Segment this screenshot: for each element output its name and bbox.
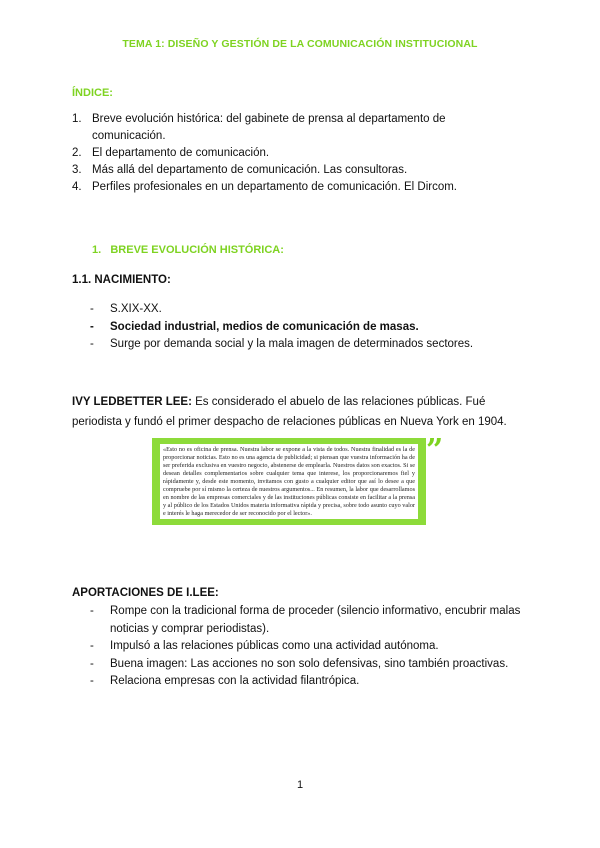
index-item-text: Breve evolución histórica: del gabinete de prensa al departamento de comunicación. [92,113,446,142]
index-item-number: 4. [72,181,82,193]
list-item: - S.XIX-XX. [90,301,510,319]
ivy-lee-paragraph [72,392,532,432]
aportaciones-heading: APORTACIONES DE I.LEE: [72,587,219,599]
nacimiento-list [90,301,510,354]
index-item-text: Más allá del departamento de comunicación. Las consultoras. [92,164,408,176]
list-item: - Sociedad industrial, medios de comunicación de masas. [90,319,510,337]
index-item-number: 1. [72,113,82,125]
quotation-mark-icon: ” [426,433,444,468]
index-list [72,111,512,196]
index-heading: ÍNDICE: [72,87,113,99]
index-item [72,162,512,179]
index-item-text: El departamento de comunicación. [92,147,270,159]
index-item [72,179,512,196]
list-item: - Surge por demanda social y la mala imagen de determinados sectores. [90,336,510,354]
section1-heading: 1. BREVE EVOLUCIÓN HISTÓRICA: [92,244,284,256]
list-item: - Rompe con la tradicional forma de proceder (silencio informativo, encubrir malas noticias y comprar periodistas). [90,603,530,638]
ivy-lee-name: IVY LEDBETTER LEE: [72,396,192,408]
quote-frame [152,438,426,525]
quote-text: «Esto no es oficina de prensa. Nuestra labor se expone a la vista de todos. Nuestra finalidad es la de proporcionar noticias. Esto no es una agencia de publicidad; si piensan que vuestra información ha de ser preferida exclusiva en vuestro negocio, abstenerse de emplearla. Nuestros datos son exactos. Si se desean detalles complementarios sobre cualquier tema que interese, los proporcionaremos fiel y rápidamente y, desde este momento, invitamos con gusto a cualquier editor que así lo desee a que compruebe por sí mismo la certeza de nuestros argumentos... En resumen, la labor que desarrollamos en nombre de las empresas comerciales y de las instituciones públicas consiste en facilitar a la prensa y al público de los Estados Unidos materia informativa rápida y precisa, sobre todo asunto cuyo valor e interés le haga merecedor de ser reconocido por el lector». [160,444,418,519]
aportaciones-list [90,603,530,691]
page-number: 1 [296,779,304,791]
list-item: - Relaciona empresas con la actividad filantrópica. [90,673,530,691]
section1-subheading: 1.1. NACIMIENTO: [72,274,171,286]
index-item [72,111,512,145]
list-item: - Impulsó a las relaciones públicas como una actividad autónoma. [90,638,530,656]
index-item [72,145,512,162]
index-item-number: 3. [72,164,82,176]
list-item: - Buena imagen: Las acciones no son solo defensivas, sino también proactivas. [90,656,530,674]
ivy-lee-text: Es considerado el abuelo de las relaciones públicas. Fué periodista y fundó el primer despacho de relaciones públicas en Nueva York en 1904. [72,396,507,428]
index-item-number: 2. [72,147,82,159]
index-item-text: Perfiles profesionales en un departamento de comunicación. El Dircom. [92,181,457,193]
page-title: TEMA 1: DISEÑO Y GESTIÓN DE LA COMUNICACIÓN INSTITUCIONAL [122,38,478,50]
